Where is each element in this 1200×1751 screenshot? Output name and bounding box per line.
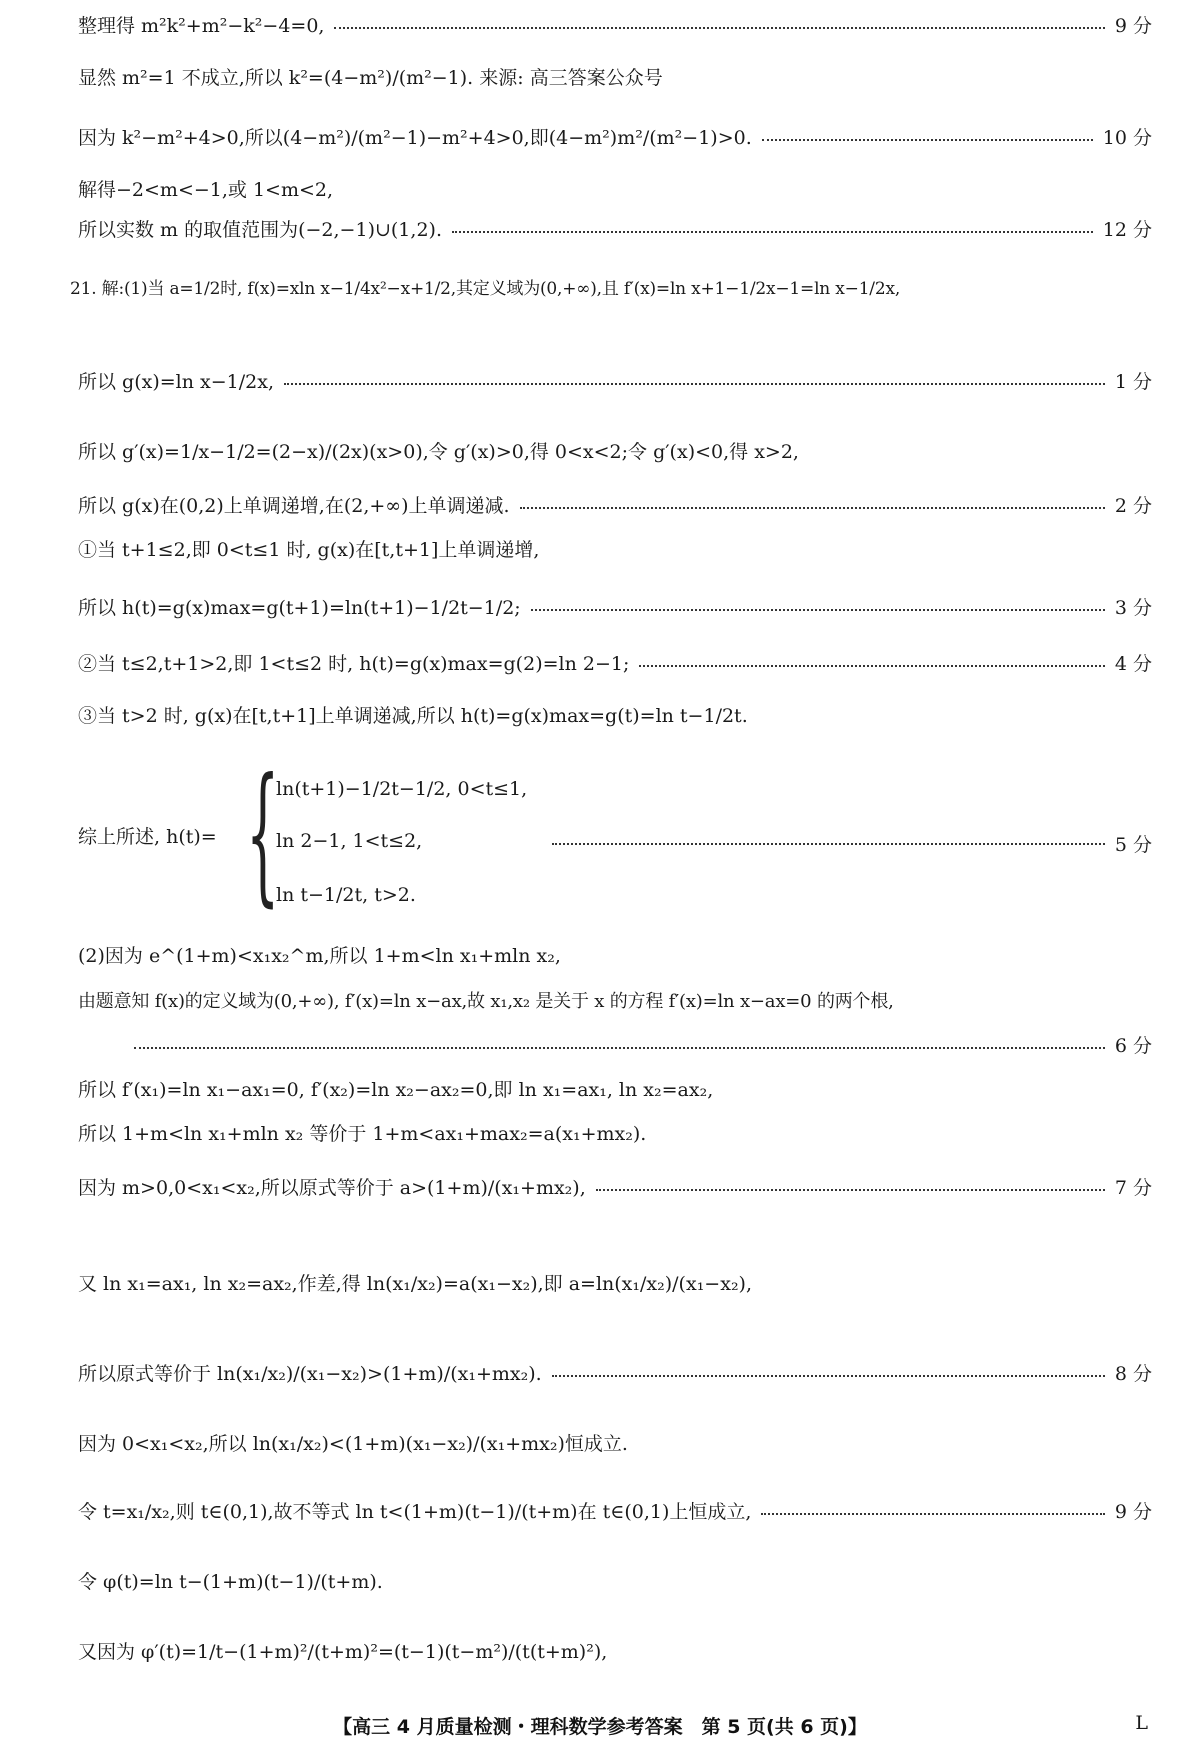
solution-line xyxy=(78,990,1180,1013)
score-mark: 5 分 xyxy=(1114,834,1152,856)
leader-dots xyxy=(596,1189,1105,1191)
line-text: 所以 f′(x₁)=ln x₁−ax₁=0, f′(x₂)=ln x₂−ax₂=0,即 ln x₁=ax₁, ln x₂=ax₂, xyxy=(78,1079,714,1101)
solution-line xyxy=(78,1640,1152,1665)
solution-line xyxy=(78,494,1152,519)
solution-line xyxy=(124,1034,1152,1059)
solution-line xyxy=(78,944,1152,969)
left-brace: { xyxy=(246,747,280,921)
score-mark: 12 分 xyxy=(1102,219,1152,241)
line-text: 令 φ(t)=ln t−(1+m)(t−1)/(t+m). xyxy=(78,1571,383,1593)
line-text: 所以 g(x)=ln x−1/2x, xyxy=(78,371,274,393)
solution-line xyxy=(78,538,1152,563)
line-text: 整理得 m²k²+m²−k²−4=0, xyxy=(78,15,325,37)
line-text: 又 ln x₁=ax₁, ln x₂=ax₂,作差,得 ln(x₁/x₂)=a(x₁−x₂),即 a=ln(x₁/x₂)/(x₁−x₂), xyxy=(78,1273,753,1295)
piecewise-case: ln t−1/2t, t>2. xyxy=(276,884,416,906)
line-text: (2)因为 e^(1+m)<x₁x₂^m,所以 1+m<ln x₁+mln x₂, xyxy=(78,945,561,967)
solution-line xyxy=(78,652,1152,677)
piecewise-function xyxy=(78,747,598,921)
solution-line xyxy=(78,440,1152,465)
line-text: 21. 解:(1)当 a=1/2时, f(x)=xln x−1/4x²−x+1/2,其定义域为(0,+∞),且 f′(x)=ln x+1−1/2x−1=ln x−1/2x, xyxy=(70,279,901,299)
line-text: 所以 h(t)=g(x)max=g(t+1)=ln(t+1)−1/2t−1/2; xyxy=(78,597,521,619)
piecewise-case: ln(t+1)−1/2t−1/2, 0<t≤1, xyxy=(276,778,528,800)
solution-line xyxy=(78,14,1152,39)
leader-dots xyxy=(552,843,1105,845)
line-text: 因为 0<x₁<x₂,所以 ln(x₁/x₂)<(1+m)(x₁−x₂)/(x₁+mx₂)恒成立. xyxy=(78,1433,628,1455)
leader-dots xyxy=(531,609,1105,611)
line-text: ②当 t≤2,t+1>2,即 1<t≤2 时, h(t)=g(x)max=g(2)=ln 2−1; xyxy=(78,653,630,675)
leader-dots xyxy=(452,231,1093,233)
score-mark: 8 分 xyxy=(1114,1363,1152,1385)
line-text: 显然 m²=1 不成立,所以 k²=(4−m²)/(m²−1). 来源: 高三答案公众号 xyxy=(78,67,663,89)
line-text: 因为 m>0,0<x₁<x₂,所以原式等价于 a>(1+m)/(x₁+mx₂), xyxy=(78,1177,586,1199)
line-text: 令 t=x₁/x₂,则 t∈(0,1),故不等式 ln t<(1+m)(t−1)/(t+m)在 t∈(0,1)上恒成立, xyxy=(78,1501,752,1523)
line-text: 又因为 φ′(t)=1/t−(1+m)²/(t+m)²=(t−1)(t−m²)/(t(t+m)²), xyxy=(78,1641,608,1663)
leader-dots xyxy=(284,383,1105,385)
solution-line xyxy=(78,1500,1152,1525)
piecewise-label: 综上所述, h(t)= xyxy=(78,826,217,848)
score-mark: 10 分 xyxy=(1102,127,1152,149)
line-text: 解得−2<m<−1,或 1<m<2, xyxy=(78,179,334,201)
line-text: 所以 g(x)在(0,2)上单调递增,在(2,+∞)上单调递减. xyxy=(78,495,510,517)
solution-line xyxy=(78,1122,1152,1147)
solution-line xyxy=(78,1570,1152,1595)
solution-line xyxy=(78,66,1152,91)
line-text: 所以 g′(x)=1/x−1/2=(2−x)/(2x)(x>0),令 g′(x)>0,得 0<x<2;令 g′(x)<0,得 x>2, xyxy=(78,441,799,463)
line-text: 所以原式等价于 ln(x₁/x₂)/(x₁−x₂)>(1+m)/(x₁+mx₂). xyxy=(78,1363,542,1385)
score-mark: 9 分 xyxy=(1114,1501,1152,1523)
solution-line xyxy=(78,704,1152,729)
solution-line xyxy=(70,278,1180,300)
leader-dots xyxy=(552,1375,1105,1377)
solution-line xyxy=(78,1272,1152,1297)
solution-line xyxy=(78,1362,1152,1387)
piecewise-score xyxy=(552,830,1152,857)
leader-dots xyxy=(762,139,1093,141)
line-text: ①当 t+1≤2,即 0<t≤1 时, g(x)在[t,t+1]上单调递增, xyxy=(78,539,540,561)
leader-dots xyxy=(334,27,1104,29)
score-mark: 9 分 xyxy=(1114,15,1152,37)
solution-line xyxy=(78,1432,1152,1457)
solution-line xyxy=(78,1078,1152,1103)
score-mark: 1 分 xyxy=(1114,371,1152,393)
solution-line xyxy=(78,1176,1152,1201)
score-mark: 2 分 xyxy=(1114,495,1152,517)
leader-dots xyxy=(639,665,1104,667)
solution-line xyxy=(78,178,1152,203)
line-text: 由题意知 f(x)的定义域为(0,+∞), f′(x)=ln x−ax,故 x₁,x₂ 是关于 x 的方程 f′(x)=ln x−ax=0 的两个根, xyxy=(78,991,894,1012)
score-mark: 6 分 xyxy=(1114,1035,1152,1057)
leader-dots xyxy=(761,1513,1104,1515)
footer-mark: L xyxy=(1135,1712,1148,1734)
line-text: 因为 k²−m²+4>0,所以(4−m²)/(m²−1)−m²+4>0,即(4−m²)m²/(m²−1)>0. xyxy=(78,127,752,149)
solution-line xyxy=(78,126,1152,151)
leader-dots xyxy=(134,1047,1105,1049)
score-mark: 3 分 xyxy=(1114,597,1152,619)
piecewise-case: ln 2−1, 1<t≤2, xyxy=(276,830,423,852)
leader-dots xyxy=(520,507,1105,509)
score-mark: 4 分 xyxy=(1114,653,1152,675)
solution-line xyxy=(78,370,1152,395)
page-footer: 【高三 4 月质量检测・理科数学参考答案 第 5 页(共 6 页)】 xyxy=(333,1716,867,1738)
line-text: ③当 t>2 时, g(x)在[t,t+1]上单调递减,所以 h(t)=g(x)max=g(t)=ln t−1/2t. xyxy=(78,705,748,727)
score-mark: 7 分 xyxy=(1114,1177,1152,1199)
solution-line xyxy=(78,596,1152,621)
line-text: 所以实数 m 的取值范围为(−2,−1)∪(1,2). xyxy=(78,219,442,241)
line-text: 所以 1+m<ln x₁+mln x₂ 等价于 1+m<ax₁+max₂=a(x₁+mx₂). xyxy=(78,1123,647,1145)
solution-line xyxy=(78,218,1152,243)
